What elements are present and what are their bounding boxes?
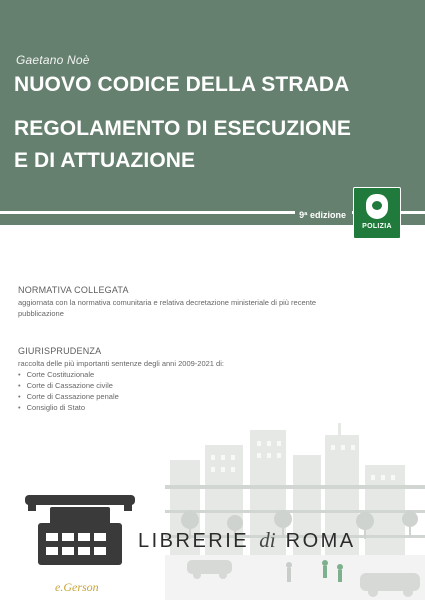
list-item: • Corte di Cassazione civile [18, 380, 119, 391]
title-line-2: REGOLAMENTO DI ESECUZIONE [14, 117, 351, 140]
list-item: • Consiglio di Stato [18, 402, 119, 413]
title-line-1: NUOVO CODICE DELLA STRADA [14, 73, 350, 96]
watermark-word-roma: ROMA [285, 530, 356, 552]
author-name: Gaetano Noè [16, 53, 90, 67]
list-item: • Corte Costituzionale [18, 369, 119, 380]
section-text-normativa: aggiornata con la normativa comunitaria e relativa decretazione ministeriale di più recente pubblicazione [18, 298, 317, 318]
watermark-word-librerie: LIBRERIE [138, 530, 250, 552]
section-heading-giurisprudenza: GIURISPRUDENZA [18, 346, 102, 356]
section-text-giurisprudenza: raccolta delle più importanti sentenze degli anni 2009-2021 di: [18, 359, 224, 368]
watermark-word-di: di [259, 528, 276, 552]
librerie-di-roma-watermark [138, 528, 356, 553]
typewriter-icon [20, 493, 140, 571]
badge-label: POLIZIA [362, 223, 392, 230]
list-item: • Corte di Cassazione penale [18, 391, 119, 402]
edition-label: 9ª edizione [295, 209, 352, 221]
polizia-badge [353, 187, 401, 239]
city-illustration [165, 415, 425, 600]
court-list [18, 369, 119, 413]
title-line-3: E DI ATTUAZIONE [14, 149, 196, 172]
shield-icon [366, 194, 388, 219]
section-heading-normativa: NORMATIVA COLLEGATA [18, 285, 129, 295]
publisher-logo: e.Gerson [55, 580, 99, 594]
